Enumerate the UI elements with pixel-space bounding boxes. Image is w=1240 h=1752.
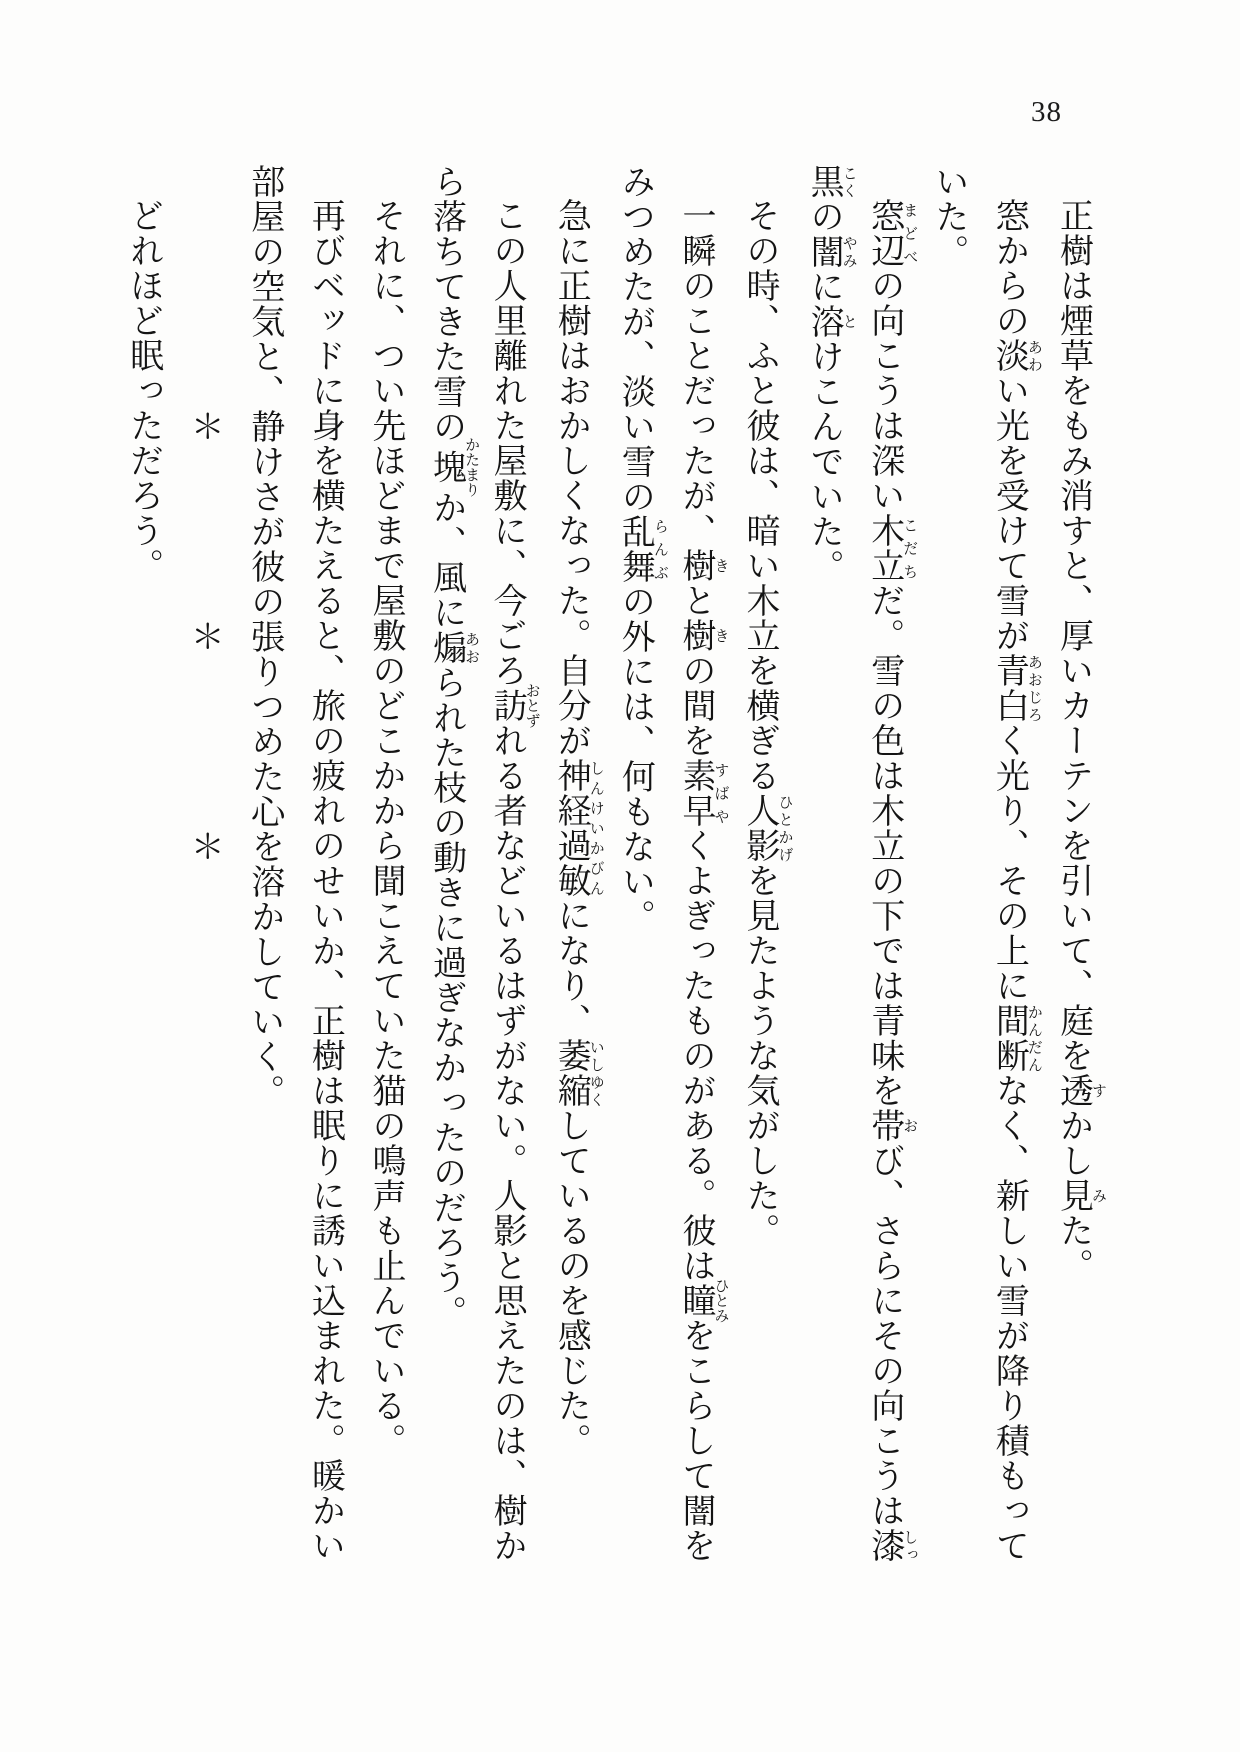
- furigana-term: 漆しっ: [865, 1528, 918, 1563]
- furigana-term: 間断かんだん: [990, 1003, 1042, 1073]
- furigana-term: 樹き: [676, 618, 729, 653]
- furigana-term: 神経過敏しんけいかびん: [552, 758, 604, 898]
- furigana-term: 青白あおじろ: [990, 653, 1042, 723]
- furigana-term: 乱舞らんぶ: [616, 514, 668, 584]
- furigana-term: 萎縮いしゆく: [552, 1038, 604, 1108]
- furigana-term: 黒こく: [805, 164, 857, 199]
- paragraph: それに、つい先ほどまで屋敷のどこかから聞こえていた猫の鳴声も止んでいる。: [366, 198, 404, 1458]
- paragraph: 窓辺まどべの向こうは深い木立こだちだ。雪の色は木立の下では青味を帯おび、さらにその向こうは漆しっ黒こくの闇やみに溶とけこんでいた。: [805, 164, 918, 1563]
- paragraph: 再びベッドに身を横たえると、旅の疲れのせいか、正樹は眠りに誘い込まれた。暖かい部屋の空気と、静けさが彼の張りつめた心を溶かしていく。: [245, 164, 344, 1563]
- furigana-term: 見み: [1054, 1178, 1106, 1213]
- furigana-term: 透す: [1054, 1073, 1106, 1108]
- furigana-term: 樹き: [676, 548, 729, 583]
- paragraph: この人里離れた屋敷に、今ごろ訪おとずれる者などいるはずがない。人影と思えたのは、樹から落ちてきた雪の塊かたまりか、風に煽あおられた枝の動きに過ぎなかったのだろう。: [427, 164, 540, 1563]
- furigana-term: 淡あわ: [990, 338, 1042, 373]
- furigana-term: 人影ひとかげ: [741, 793, 793, 863]
- furigana-term: 煽あお: [427, 630, 480, 665]
- paragraph: 正樹は煙草をもみ消すと、厚いカーテンを引いて、庭を透すかし見みた。: [1054, 198, 1106, 1283]
- furigana-term: 溶と: [805, 304, 857, 339]
- page-number: 38: [1031, 96, 1062, 128]
- furigana-term: 帯お: [865, 1108, 918, 1143]
- furigana-term: 瞳ひとみ: [676, 1278, 729, 1323]
- section-separator: ＊ ＊ ＊: [185, 164, 223, 864]
- furigana-term: 訪おとず: [488, 683, 540, 728]
- paragraph: 窓からの淡あわい光を受けて雪が青白あおじろく光り、その上に間断かんだんなく、新しい雪が降り積もっていた。: [929, 164, 1042, 1563]
- furigana-term: 素早すばや: [676, 758, 729, 828]
- paragraph: 急に正樹はおかしくなった。自分が神経過敏しんけいかびんになり、萎縮いしゆくしているのを感じた。: [552, 198, 604, 1458]
- furigana-term: 窓辺まどべ: [865, 198, 918, 268]
- furigana-term: 闇やみ: [805, 234, 857, 269]
- furigana-term: 塊かたまり: [427, 437, 480, 497]
- page-text: [112, 164, 1106, 1578]
- paragraph: その時、ふと彼は、暗い木立を横ぎる人影ひとかげを見たような気がした。: [741, 198, 793, 1248]
- paragraph: どれほど眠っただろう。: [124, 198, 162, 583]
- furigana-term: 木立こだち: [865, 513, 918, 583]
- paragraph: 一瞬のことだったが、樹きと樹きの間を素早すばやくよぎったものがある。彼は瞳ひとみをこらして闇をみつめたが、淡い雪の乱舞らんぶの外には、何もない。: [616, 164, 729, 1563]
